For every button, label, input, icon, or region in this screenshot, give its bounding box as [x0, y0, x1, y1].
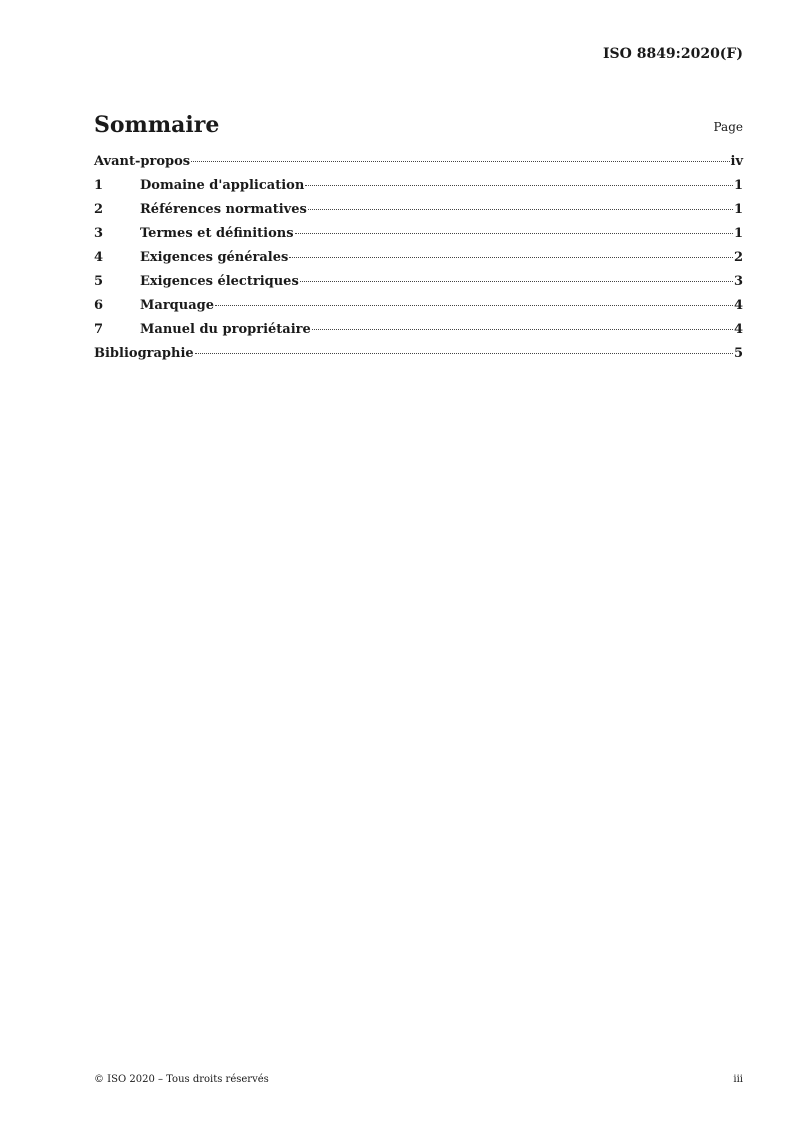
toc-entry-owners-manual[interactable]: [94, 322, 743, 346]
page-number: iii: [733, 1074, 743, 1085]
toc-entry-label: Exigences électriques: [140, 274, 299, 289]
table-of-contents: [94, 154, 743, 370]
toc-entry-label: Exigences générales: [140, 250, 289, 265]
toc-entry-marking[interactable]: [94, 298, 743, 322]
toc-entry-number: 5: [94, 274, 104, 289]
dot-leader: [305, 185, 733, 186]
copyright-notice: © ISO 2020 – Tous droits réservés: [94, 1074, 269, 1085]
toc-entry-page: 4: [733, 322, 743, 337]
toc-entry-page: 1: [733, 178, 743, 193]
toc-entry-number: 4: [94, 250, 104, 265]
toc-entry-label: Manuel du propriétaire: [140, 322, 311, 337]
toc-entry-number: 3: [94, 226, 104, 241]
toc-entry-electrical-requirements[interactable]: [94, 274, 743, 298]
toc-entry-number: 7: [94, 322, 104, 337]
toc-entry-number: 1: [94, 178, 104, 193]
toc-heading: [94, 112, 743, 142]
toc-entry-page: 1: [733, 202, 743, 217]
toc-entry-label: Références normatives: [140, 202, 307, 217]
toc-entry-normative-references[interactable]: [94, 202, 743, 226]
toc-entry-foreword[interactable]: [94, 154, 743, 178]
toc-entry-scope[interactable]: [94, 178, 743, 202]
dot-leader: [215, 305, 733, 306]
dot-leader: [191, 161, 729, 162]
dot-leader: [195, 353, 733, 354]
toc-entry-number: 2: [94, 202, 104, 217]
toc-entry-label: Marquage: [140, 298, 214, 313]
dot-leader: [308, 209, 733, 210]
dot-leader: [295, 233, 733, 234]
toc-entry-page: 2: [733, 250, 743, 265]
toc-title: Sommaire: [94, 112, 220, 138]
toc-entry-general-requirements[interactable]: [94, 250, 743, 274]
toc-entry-label: Bibliographie: [94, 346, 194, 361]
toc-entry-terms-definitions[interactable]: [94, 226, 743, 250]
dot-leader: [289, 257, 733, 258]
toc-entry-page: 1: [733, 226, 743, 241]
toc-entry-page: 4: [733, 298, 743, 313]
page-column-label: Page: [713, 120, 743, 134]
toc-entry-bibliography[interactable]: [94, 346, 743, 370]
document-id: ISO 8849:2020(F): [602, 46, 743, 62]
toc-entry-page: 5: [733, 346, 743, 361]
toc-entry-label: Domaine d'application: [140, 178, 305, 193]
toc-entry-number: 6: [94, 298, 104, 313]
toc-entry-page: iv: [730, 154, 743, 169]
toc-entry-page: 3: [733, 274, 743, 289]
toc-entry-label: Avant-propos: [94, 154, 191, 169]
dot-leader: [300, 281, 733, 282]
toc-entry-label: Termes et définitions: [140, 226, 294, 241]
dot-leader: [312, 329, 733, 330]
